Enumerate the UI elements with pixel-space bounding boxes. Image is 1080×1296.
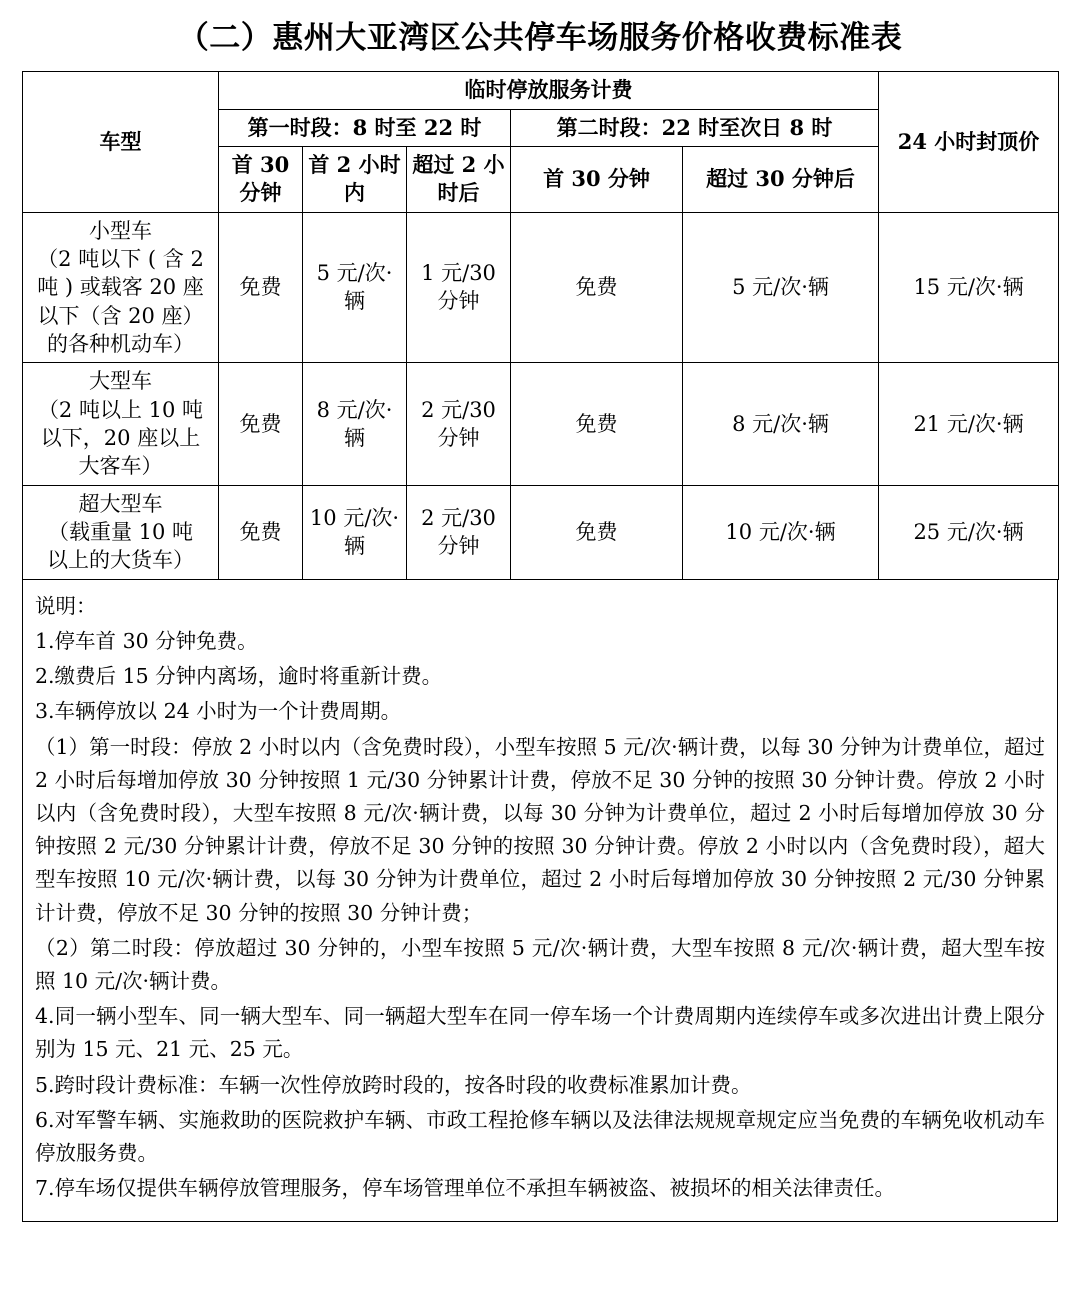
cell-p2-over30: 10 元/次·辆: [683, 485, 879, 579]
vehicle-line: 以下，20 座以上: [40, 425, 201, 450]
note-item: （1）第一时段：停放 2 小时以内（含免费时段），小型车按照 5 元/次·辆计费，以每 30 分钟为计费单位，超过 2 小时后每增加停放 30 分钟按照 1 元/30 分钟累计计费，停放不足 30 分钟的按照 30 分钟计费。停放 2 小时以内（含免费时段），大型车按照 8 元/次·辆计费，以每 30 分钟为计费单位，超过 2 小时后每增加停放 30 分钟按照 2 元/30 分钟累计计费，停放不足 30 分钟的按照 30 分钟计费。停放 2 小时以内（含免费时段），超大型车按照 10 元/次·辆计费，以每 30 分钟为计费单位，超过 2 小时后每增加停放 30 分钟按照 2 元/30 分钟累计计费，停放不足 30 分钟的按照 30 分钟计费；: [35, 734, 1045, 925]
vehicle-line: 吨 ) 或载客 20 座: [37, 275, 204, 300]
vehicle-line: （2 吨以下 ( 含 2: [37, 246, 204, 271]
header-p2-over30: 超过 30 分钟后: [683, 146, 879, 212]
cell-24h-cap: 25 元/次·辆: [879, 485, 1059, 579]
table-row: [23, 363, 1059, 485]
cell-p1-within2h: 5 元/次·辆: [303, 212, 407, 363]
cell-p1-first30: 免费: [219, 212, 303, 363]
note-item: 7.停车场仅提供车辆停放管理服务，停车场管理单位不承担车辆被盗、被损坏的相关法律责任。: [35, 1176, 896, 1201]
note-item: 4.同一辆小型车、同一辆大型车、同一辆超大型车在同一停车场一个计费周期内连续停车或多次进出计费上限分别为 15 元、21 元、25 元。: [35, 1004, 1045, 1062]
header-p1-within2h: 首 2 小时内: [303, 146, 407, 212]
cell-vehicle-type: [23, 363, 219, 485]
cell-24h-cap: 15 元/次·辆: [879, 212, 1059, 363]
cell-p2-first30: 免费: [511, 363, 683, 485]
table-row: [23, 485, 1059, 579]
parking-fee-table: [22, 71, 1059, 580]
header-temporary-group: 临时停放服务计费: [219, 72, 879, 109]
header-24h-cap: 24 小时封顶价: [879, 72, 1059, 212]
table-row: [23, 212, 1059, 363]
vehicle-line: 大型车: [89, 369, 152, 394]
note-item: 5.跨时段计费标准：车辆一次性停放跨时段的，按各时段的收费标准累加计费。: [35, 1072, 752, 1097]
header-p2-first30: 首 30 分钟: [511, 146, 683, 212]
note-item: 3.车辆停放以 24 小时为一个计费周期。: [35, 699, 402, 724]
notes-section: [22, 580, 1058, 1223]
vehicle-line: 的各种机动车）: [47, 331, 194, 356]
note-item: 2.缴费后 15 分钟内离场，逾时将重新计费。: [35, 664, 443, 689]
cell-p1-over2h: 2 元/30 分钟: [407, 363, 511, 485]
vehicle-line: 以上的大货车）: [47, 548, 194, 573]
cell-p1-over2h: 1 元/30 分钟: [407, 212, 511, 363]
cell-p1-within2h: 10 元/次·辆: [303, 485, 407, 579]
header-p1-first30: 首 30 分钟: [219, 146, 303, 212]
cell-p1-over2h: 2 元/30 分钟: [407, 485, 511, 579]
cell-p2-first30: 免费: [511, 212, 683, 363]
cell-vehicle-type: [23, 485, 219, 579]
header-period-1: 第一时段：8 时至 22 时: [219, 109, 511, 146]
cell-vehicle-type: [23, 212, 219, 363]
header-row-group: [23, 72, 1059, 109]
vehicle-line: 以下（含 20 座）: [37, 303, 204, 328]
table-body: [23, 212, 1059, 579]
note-item: 6.对军警车辆、实施救助的医院救护车辆、市政工程抢修车辆以及法律法规规章规定应当免费的车辆免收机动车停放服务费。: [35, 1107, 1045, 1165]
cell-p1-first30: 免费: [219, 363, 303, 485]
vehicle-line: 小型车: [89, 218, 152, 243]
notes-heading: 说明：: [35, 593, 97, 618]
header-p1-over2h: 超过 2 小时后: [407, 146, 511, 212]
vehicle-line: （载重量 10 吨: [47, 520, 194, 544]
vehicle-line: 超大型车: [78, 491, 163, 516]
cell-p1-within2h: 8 元/次·辆: [303, 363, 407, 485]
page-title: （二）惠州大亚湾区公共停车场服务价格收费标准表: [177, 20, 903, 56]
header-vehicle-type: 车型: [23, 72, 219, 212]
table-header: [23, 72, 1059, 212]
vehicle-line: 大客车）: [78, 454, 163, 479]
cell-24h-cap: 21 元/次·辆: [879, 363, 1059, 485]
cell-p2-over30: 5 元/次·辆: [683, 212, 879, 363]
note-item: 1.停车首 30 分钟免费。: [35, 628, 258, 653]
cell-p1-first30: 免费: [219, 485, 303, 579]
header-period-2: 第二时段：22 时至次日 8 时: [511, 109, 879, 146]
vehicle-line: （2 吨以上 10 吨: [37, 397, 204, 422]
cell-p2-over30: 8 元/次·辆: [683, 363, 879, 485]
cell-p2-first30: 免费: [511, 485, 683, 579]
note-item: （2）第二时段：停放超过 30 分钟的，小型车按照 5 元/次·辆计费，大型车按照 8 元/次·辆计费，超大型车按照 10 元/次·辆计费。: [35, 935, 1045, 993]
